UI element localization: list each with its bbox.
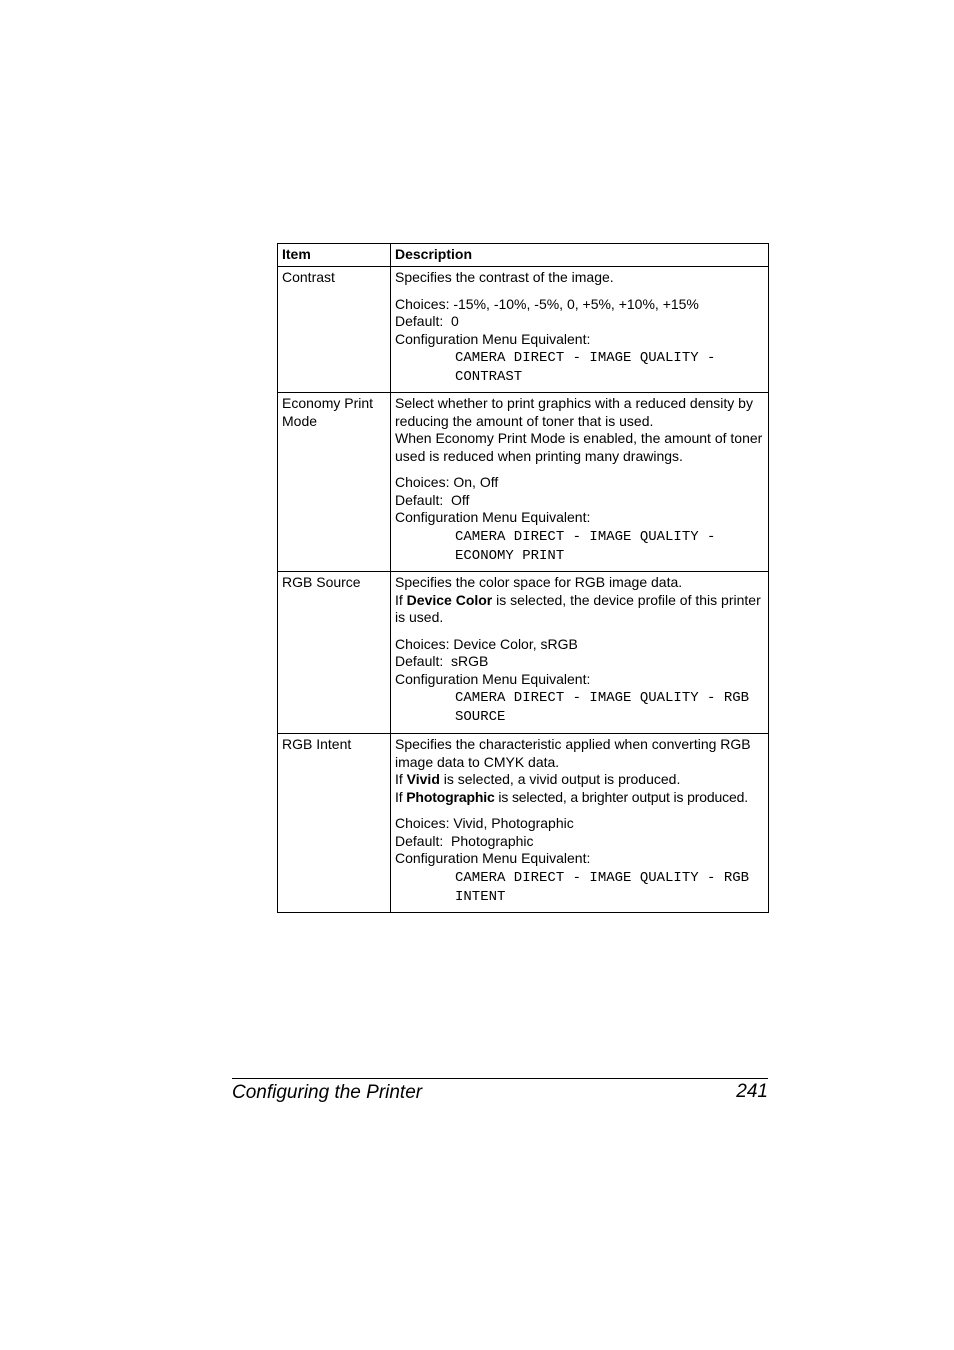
default-text: Default: Photographic [395, 832, 534, 849]
footer-divider [232, 1078, 768, 1079]
table-row [278, 393, 769, 572]
item-name: Economy Print Mode [278, 393, 391, 572]
item-description [391, 267, 769, 393]
table-row [278, 734, 769, 913]
description-text: When Economy Print Mode is enabled, the amount of toner used is reduced when printing many drawings. [395, 430, 763, 464]
config-label: Configuration Menu Equivalent: [395, 330, 591, 347]
config-label: Configuration Menu Equivalent: [395, 509, 591, 525]
menu-path: CAMERA DIRECT - IMAGE QUALITY - RGB SOURCE [455, 690, 750, 725]
item-name: Contrast [278, 267, 391, 393]
condition-rest: is selected, the device profile of this printer is used. [395, 591, 761, 625]
menu-path: CAMERA DIRECT - IMAGE QUALITY - ECONOMY PRINT [455, 528, 716, 564]
header-description: Description [391, 244, 769, 267]
table-header-row [278, 244, 769, 267]
choices-text: Choices: -15%, -10%, -5%, 0, +5%, +10%, +15% [395, 295, 699, 312]
item-description [391, 572, 769, 734]
default-text: Default: 0 [395, 313, 459, 329]
description-text: Select whether to print graphics with a reduced density by reducing the amount of toner that is used. [395, 395, 753, 429]
description-text: Specifies the characteristic applied when converting RGB image data to CMYK data. [395, 736, 751, 770]
settings-table [277, 243, 769, 913]
description-text: Specifies the contrast of the image. [395, 269, 614, 285]
choices-text: Choices: Vivid, Photographic [395, 815, 574, 831]
item-name: RGB Intent [278, 734, 391, 913]
item-description [391, 393, 769, 572]
condition-prefix: If [395, 788, 407, 805]
description-text: Specifies the color space for RGB image data. [395, 574, 683, 590]
choices-text: Choices: Device Color, sRGB [395, 635, 578, 652]
config-label: Configuration Menu Equivalent: [395, 850, 591, 866]
condition-rest: is selected, a vivid output is produced. [439, 771, 681, 787]
condition-rest: is selected, a brighter output is produced. [494, 788, 748, 805]
table-row [278, 572, 769, 734]
choices-text: Choices: On, Off [395, 474, 499, 490]
header-item: Item [278, 244, 391, 267]
condition-prefix: If [395, 771, 407, 787]
condition-prefix: If [395, 591, 407, 608]
condition-option: Photographic [406, 788, 495, 805]
menu-path: CAMERA DIRECT - IMAGE QUALITY - CONTRAST [455, 350, 716, 385]
condition-option: Vivid [406, 771, 440, 787]
default-text: Default: Off [395, 491, 470, 508]
condition-text [395, 789, 768, 807]
default-text: Default: sRGB [395, 653, 489, 669]
menu-path: CAMERA DIRECT - IMAGE QUALITY - RGB INTENT [455, 869, 750, 905]
footer-chapter-title: Configuring the Printer [232, 1082, 423, 1103]
condition-text [395, 592, 768, 627]
config-label: Configuration Menu Equivalent: [395, 670, 591, 687]
condition-text [395, 771, 768, 789]
condition-option: Device Color [406, 591, 493, 608]
item-name: RGB Source [278, 572, 391, 734]
item-description [391, 734, 769, 913]
page-number: 241 [736, 1081, 768, 1102]
table-row [278, 267, 769, 393]
